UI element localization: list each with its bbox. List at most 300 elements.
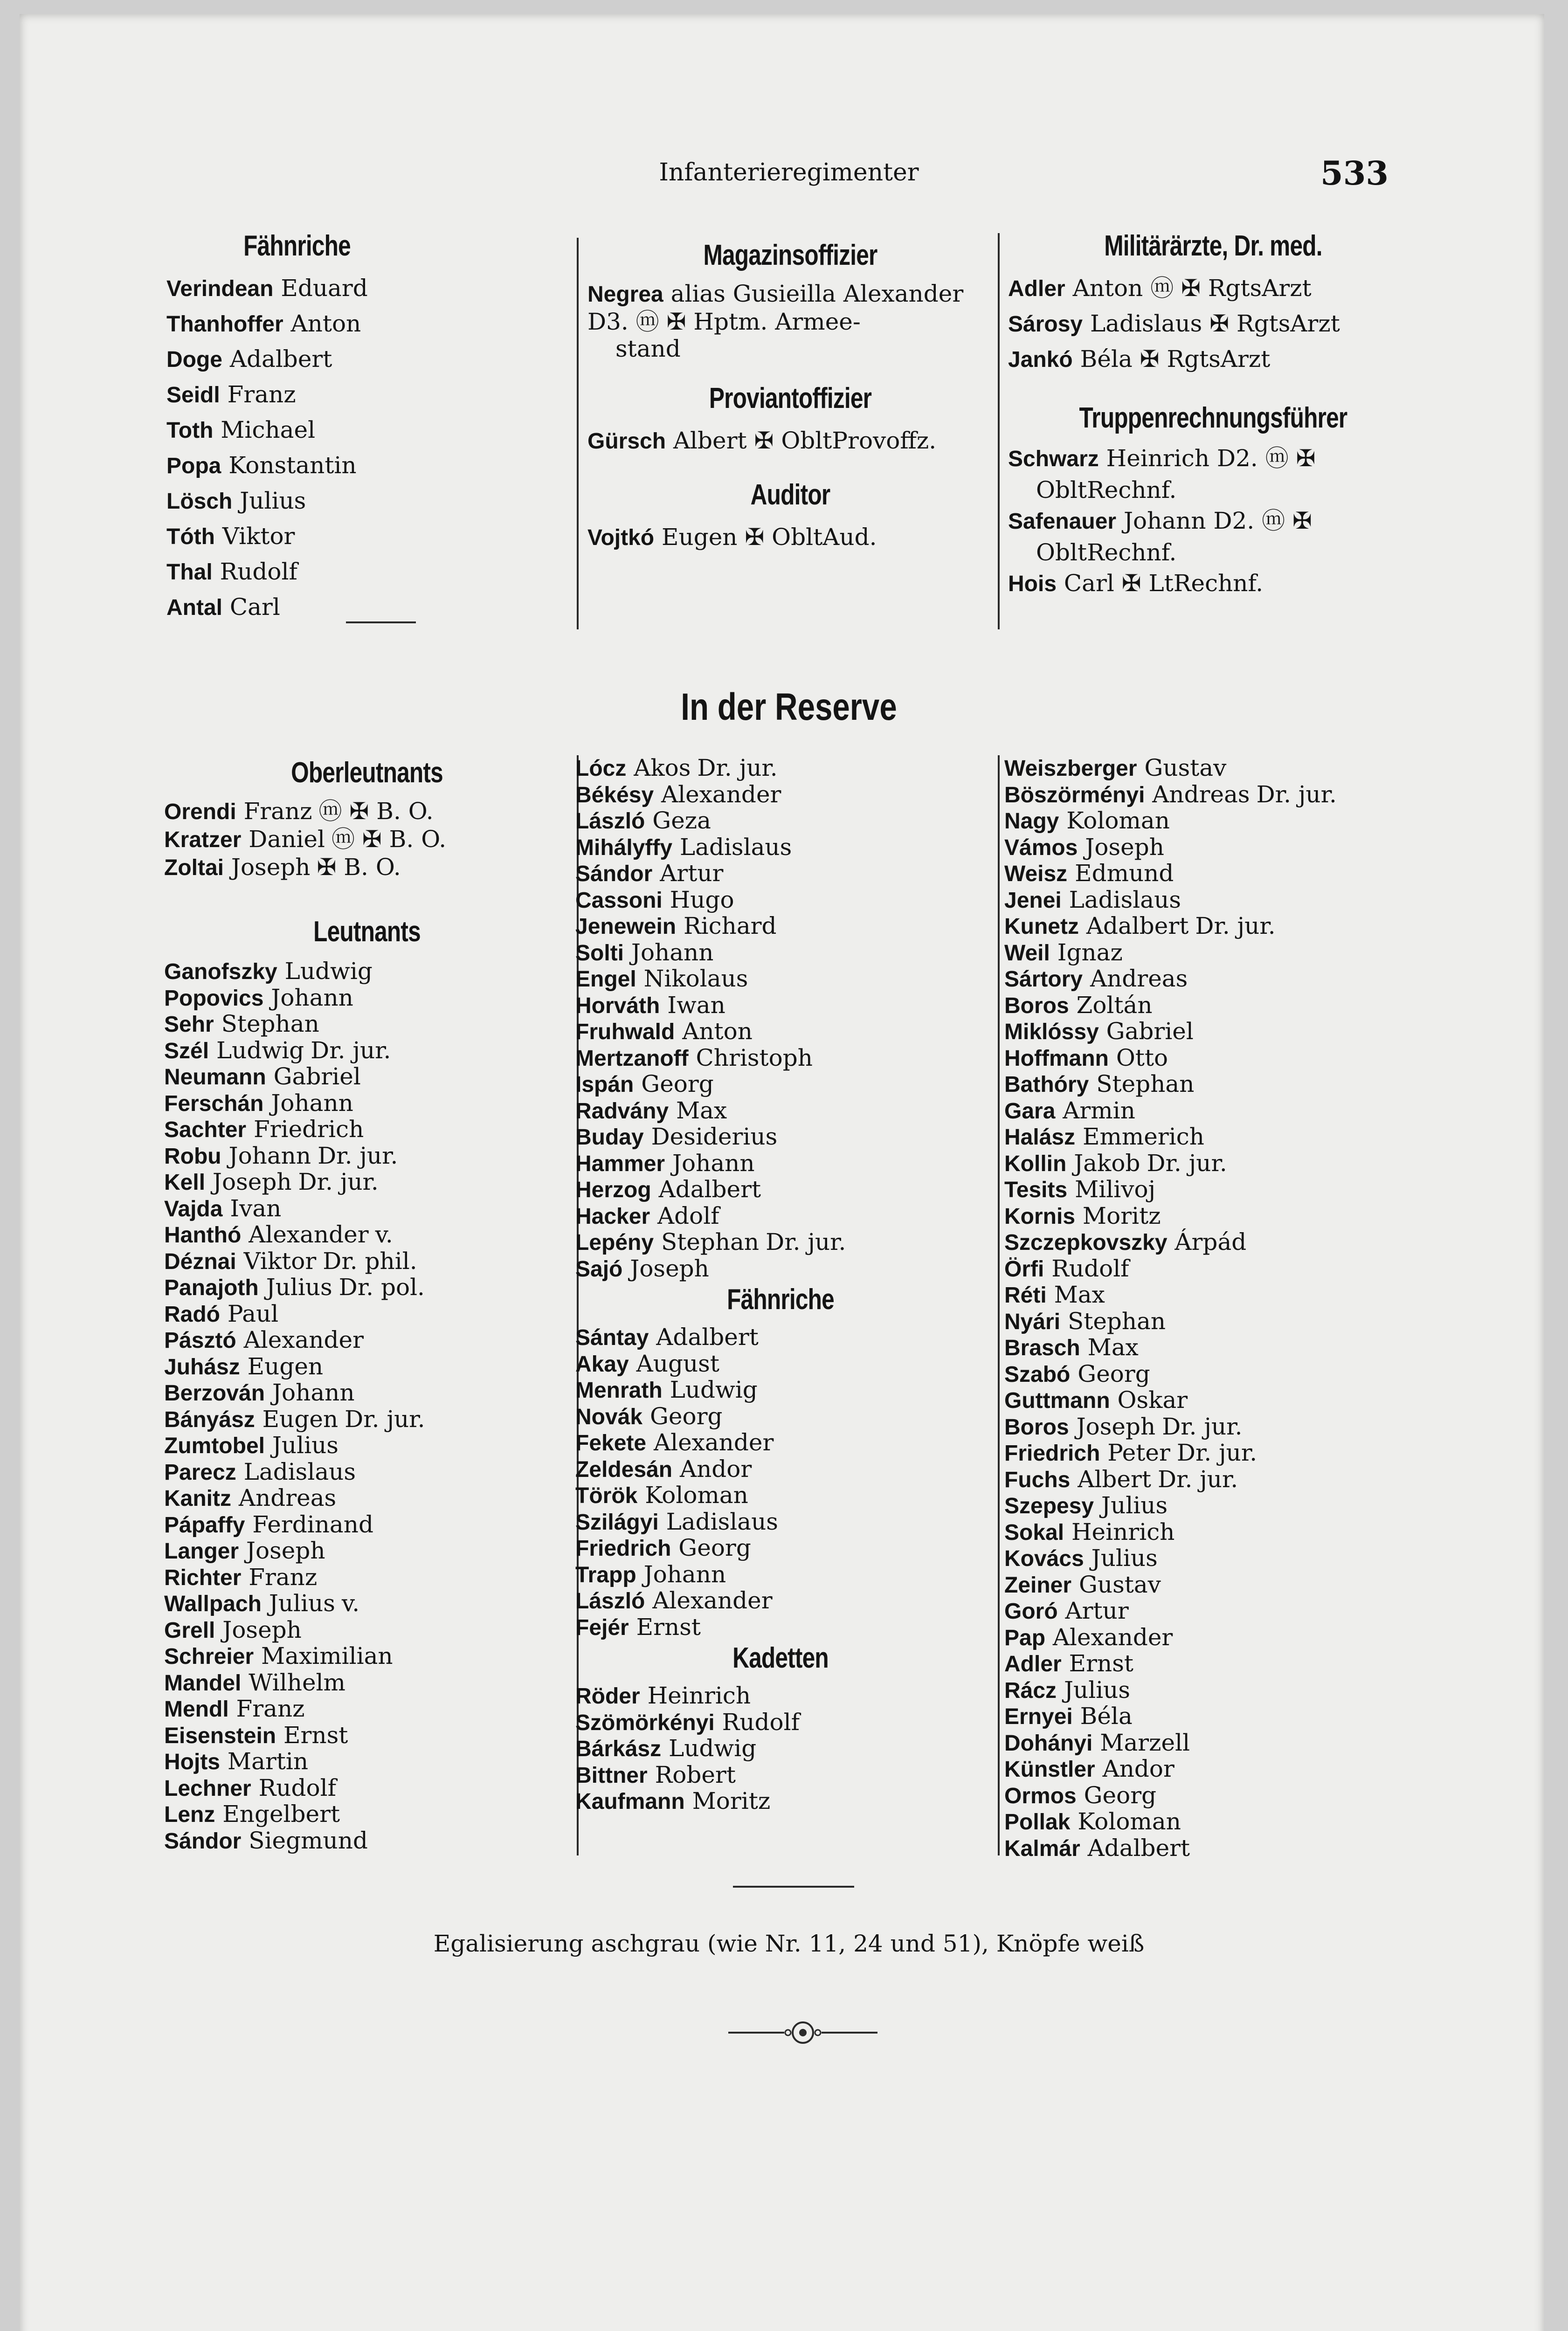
entry-given-name: Ladislaus [236,1458,356,1485]
entry-annotation: Dr. jur. [318,1142,398,1169]
list-entry [1004,1730,1424,1757]
list-entry [575,1177,986,1203]
entry-given-name: Christoph [688,1044,813,1071]
entry-given-name: Geza [645,807,711,834]
entry-surname: Sachter [164,1117,247,1142]
entry-surname: Solti [575,940,624,966]
entry-surname: Orendi [164,800,236,824]
entry-annotation: Dr. jur. [1176,1439,1257,1466]
entry-surname: Tesits [1004,1178,1068,1202]
entry-given-name: Michael [213,416,316,443]
entry-surname: Dohányi [1004,1731,1093,1756]
list-entry [1004,1229,1424,1256]
list-entry [1004,1783,1424,1809]
entry-given-name: Max [1080,1334,1139,1361]
footer-note: Egalisierung aschgrau (wie Nr. 11, 24 und 51), Knöpfe weiß [433,1930,1145,1957]
list-entry [164,1143,570,1170]
column-divider-reserve-2 [998,755,1000,1855]
list-entry [164,854,570,882]
text-line [1008,568,1418,600]
entry-surname: Guttmann [1004,1388,1110,1413]
entry-given-name: Alexander [1045,1623,1173,1651]
list-entry [166,483,428,519]
list-entry [575,1256,986,1283]
entry-given-name: Viktor [236,1247,317,1275]
entry-surname: Sajó [575,1256,623,1282]
list-entry [164,1327,570,1354]
list-entry [575,782,986,808]
entry-given-name: Georg [642,1402,723,1430]
entry-given-name: Daniel [241,826,325,853]
entry-annotation: Dr. jur. [1195,912,1276,939]
list-entry [164,1617,570,1644]
entry-given-name: Nikolaus [636,965,748,992]
section-heading-faehnriche: Fähnriche [243,230,351,262]
list-entry [575,1483,986,1509]
list-entry [164,1775,570,1802]
entry-given-name: Andor [672,1455,752,1483]
column-divider-top-1 [577,238,579,629]
entry-given-name: Johann [263,1089,353,1117]
section-heading-militaeraerzte: Militärärzte, Dr. med. [1104,230,1322,262]
list-entry [575,1203,986,1230]
list-entry [164,959,570,985]
entry-surname: Pollak [1004,1810,1071,1834]
list-entry [1004,1414,1424,1441]
list-entry [164,1169,570,1196]
entry-given-name: Carl [222,593,280,621]
entry-given-name: Joseph [1078,833,1164,861]
entry-given-name: Johann [263,984,353,1011]
section-heading-proviantoffizier: Proviantoffizier [709,382,872,414]
entry-given-name: Ludwig [662,1376,758,1403]
line-rest: Carl ✠ LtRechnf. [1057,570,1264,597]
book-page [20,14,1544,2331]
entry-surname: Hoffmann [1004,1046,1109,1071]
entry-given-name: Andor [1095,1755,1174,1782]
list-entry [166,448,428,483]
entry-given-name: Ernst [629,1613,701,1641]
list-entry [575,834,986,861]
entry-surname: Akay [575,1352,629,1377]
list-entry [575,1683,986,1710]
entry-given-name: Emmerich [1075,1123,1204,1150]
entry-annotation: ⓜ ✠ B. O. [331,826,447,853]
entry-given-name: Max [1046,1281,1105,1308]
list-entry [575,1710,986,1736]
entry-given-name: Albert [1070,1465,1151,1493]
entry-given-name: Alexander [646,1429,774,1456]
entry-given-name: Joseph [1069,1413,1156,1440]
entry-surname: Herzog [575,1178,651,1202]
list-entry [164,1459,570,1486]
list-entry [575,1788,986,1815]
entry-given-name: Stephan [1089,1070,1195,1097]
entry-surname: Lenz [164,1802,215,1827]
entry-given-name: Max [669,1097,727,1124]
list-entry [1004,1651,1424,1677]
entry-surname: Friedrich [1004,1441,1100,1466]
entry-surname: Zeiner [1004,1572,1072,1598]
entry-given-name: Alexander [241,1221,369,1248]
entry-surname: Radvány [575,1098,669,1124]
entry-surname: Kanitz [164,1486,231,1511]
entry-surname: Miklóssy [1004,1020,1099,1044]
entry-surname: Szömörkényi [575,1710,715,1735]
list-entry [575,1430,986,1456]
entry-given-name: Eugen [255,1405,338,1433]
list-entry [1004,1440,1424,1467]
entry-surname: Szczepkovszky [1004,1230,1167,1255]
entry-given-name: Georg [1070,1360,1150,1387]
entry-given-name: Joseph [215,1616,302,1643]
line-surname: Vojtkó [587,525,655,550]
section-heading-truppenrechnungsfuehrer: Truppenrechnungsführer [1079,402,1347,434]
entry-given-name: Alexander [645,1587,773,1614]
entry-given-name: Maximilian [254,1642,393,1669]
list-entry [1004,1625,1424,1651]
entry-given-name: Gabriel [1098,1018,1194,1045]
list-entry [166,306,428,342]
list-entry [575,1124,986,1151]
entry-given-name: Desiderius [643,1123,778,1150]
entry-given-name: Adalbert [1078,912,1189,939]
entry-given-name: Adalbert [649,1324,759,1351]
text-line: ObltRechnf. [1036,476,1177,503]
list-entry [164,1485,570,1512]
list-entry [164,1011,570,1038]
entry-surname: Sártory [1004,967,1083,992]
entry-surname: Eisenstein [164,1723,276,1748]
entry-surname: Szél [164,1038,209,1063]
list-entry [575,755,986,782]
list-entry [575,993,986,1019]
entry-given-name: Gabriel [266,1063,361,1090]
kadetten-list [575,1683,986,1815]
entry-surname: Bányász [164,1407,255,1432]
list-entry [164,1248,570,1275]
list-entry [1004,755,1424,782]
entry-surname: Goró [1004,1599,1058,1624]
entry-surname: Radó [164,1302,220,1327]
list-entry [166,271,428,306]
entry-given-name: Robert [647,1761,736,1788]
entry-surname: Ganofszky [164,959,277,984]
list-entry [575,1019,986,1045]
entry-given-name: Stephan [1060,1307,1166,1335]
running-head: Infanterieregimenter [659,159,919,186]
entry-given-name: Wilhelm [241,1669,345,1696]
entry-given-name: Otto [1108,1044,1168,1071]
list-entry [164,1643,570,1670]
entry-given-name: Andreas [1083,965,1188,992]
entry-given-name: Moritz [684,1787,771,1814]
entry-given-name: Georg [634,1070,714,1097]
list-entry [1004,1519,1424,1546]
entry-given-name: Adalbert [222,345,332,372]
list-entry [1004,1703,1424,1730]
entry-surname: Horváth [575,993,660,1018]
entry-surname: Lösch [166,489,233,514]
entry-given-name: Koloman [1070,1808,1181,1835]
entry-surname: Doge [166,347,222,372]
entry-surname: Békésy [575,782,654,807]
entry-surname: Schreier [164,1644,254,1669]
section-heading-auditor: Auditor [750,479,830,511]
list-entry [164,1512,570,1538]
list-entry [1004,1809,1424,1835]
entry-annotation: v. [341,1590,360,1617]
entry-surname: Mandel [164,1670,242,1696]
list-entry [1004,1572,1424,1599]
entry-given-name: Rudolf [251,1774,337,1801]
entry-surname: Szilágyi [575,1510,659,1535]
entry-given-name: Adolf [650,1202,719,1229]
list-entry [1004,993,1424,1019]
entry-surname: Parecz [164,1460,236,1485]
entry-given-name: Milivoj [1067,1176,1156,1203]
list-entry [1004,1467,1424,1493]
list-entry [166,519,428,554]
entry-given-name: Ladislaus [672,833,792,861]
list-entry [1004,1598,1424,1625]
entry-surname: Bárkász [575,1737,662,1761]
entry-given-name: Joseph [622,1255,709,1282]
entry-given-name: Julius [261,1590,335,1617]
entry-surname: Szabó [1004,1362,1071,1387]
entry-surname: Sehr [164,1012,214,1037]
entry-given-name: Julius [264,1432,338,1459]
list-entry [164,1591,570,1617]
section-heading-kadetten: Kadetten [732,1642,829,1674]
list-entry [164,826,570,854]
entry-given-name: Ivan [222,1194,282,1222]
entry-surname: Lepény [575,1230,654,1255]
entry-surname: Rácz [1004,1678,1057,1703]
entry-surname: Sántay [575,1325,649,1350]
list-entry [166,590,428,625]
list-entry [164,1301,570,1328]
faehnriche-list [166,271,428,625]
list-entry [1004,1124,1424,1151]
list-entry [575,1614,986,1641]
list-entry [164,1670,570,1697]
entry-given-name: Anton [283,310,361,337]
line-surname: Sárosy [1008,312,1083,337]
top-right-column [1008,228,1418,600]
entry-surname: Ernyei [1004,1704,1073,1729]
entry-surname: Antal [166,595,222,620]
list-entry [575,1535,986,1562]
entry-surname: Hammer [575,1151,665,1176]
entry-surname: Fekete [575,1431,647,1455]
entry-given-name: Ladislaus [1061,886,1181,913]
list-entry [1004,1177,1424,1203]
entry-annotation: Dr. phil. [323,1247,417,1275]
line-rest: Béla ✠ RgtsArzt [1072,345,1271,372]
footer-rule [733,1886,854,1888]
leutnants-list [164,959,570,1854]
entry-surname: Mendl [164,1697,229,1722]
magazinsoffizier-lines [587,280,993,362]
line-rest: Albert ✠ ObltProvoffz. [666,427,937,454]
list-entry [1004,1309,1424,1335]
section-end-rule [346,621,416,623]
entry-surname: Weil [1004,940,1050,966]
truppenrechnungsfuehrer-lines [1008,443,1418,600]
entry-given-name: Stephan [214,1010,319,1037]
list-entry [575,966,986,993]
entry-surname: Böszörményi [1004,782,1145,807]
list-entry [1004,861,1424,887]
entry-surname: Röder [575,1684,640,1709]
list-entry [575,1762,986,1789]
entry-surname: Kornis [1004,1204,1076,1229]
entry-surname: Hojts [164,1750,220,1774]
entry-given-name: Franz [241,1563,318,1591]
line-surname: Adler [1008,276,1065,301]
entry-surname: Neumann [164,1065,266,1090]
entry-surname: Buday [575,1125,644,1150]
list-entry [575,1736,986,1762]
entry-surname: Friedrich [575,1536,671,1561]
entry-given-name: Rudolf [212,558,298,585]
list-entry [575,1562,986,1588]
entry-given-name: August [629,1350,719,1377]
entry-surname: Vajda [164,1196,223,1221]
entry-surname: Weiszberger [1004,756,1137,781]
entry-annotation: Dr. jur. [697,754,778,781]
entry-surname: Ormos [1004,1783,1077,1808]
line-surname: Gürsch [587,429,666,454]
entry-given-name: Heinrich [1064,1518,1175,1545]
entry-surname: László [575,809,645,834]
entry-given-name: Adalbert [651,1176,761,1203]
list-entry [575,1229,986,1256]
entry-surname: Tóth [166,524,215,549]
entry-annotation: Dr. jur. [345,1405,425,1433]
entry-surname: Trapp [575,1562,636,1587]
entry-given-name: Andreas [231,1484,337,1511]
oberleutnants-list [164,798,570,882]
entry-annotation: Dr. jur. [1147,1149,1227,1177]
list-entry [164,1565,570,1591]
entry-surname: Nyári [1004,1309,1061,1334]
entry-surname: Gara [1004,1098,1056,1124]
entry-surname: Seidl [166,383,220,407]
entry-given-name: Moritz [1075,1202,1161,1229]
line-rest: Johann D2. ⓜ ✠ [1116,507,1312,534]
list-entry [1004,1361,1424,1388]
entry-surname: Berzován [164,1381,265,1406]
list-entry [1004,1045,1424,1072]
list-entry [1004,1493,1424,1519]
entry-annotation: Dr. jur. [1162,1413,1243,1440]
entry-given-name: Konstantin [221,452,357,479]
entry-given-name: Johann [624,938,714,966]
entry-annotation: Dr. jur. [766,1228,846,1255]
text-line [587,520,993,555]
entry-surname: Sokal [1004,1520,1064,1545]
line-rest: alias Gusieilla Alexander [663,280,964,307]
reserve-right-list [1004,755,1424,1862]
list-entry [164,1222,570,1248]
top-left-column [166,228,428,625]
entry-given-name: Franz [236,798,312,825]
entry-given-name: Rudolf [714,1708,800,1736]
reserve-right-column [1004,755,1424,1862]
entry-surname: Pap [1004,1625,1046,1650]
entry-surname: Halász [1004,1125,1076,1150]
entry-surname: Künstler [1004,1757,1095,1782]
entry-surname: Wallpach [164,1592,262,1616]
entry-given-name: Armin [1055,1097,1135,1124]
entry-surname: Fruhwald [575,1020,675,1044]
entry-surname: Novák [575,1404,643,1429]
list-entry [575,1151,986,1177]
line-surname: Hois [1008,572,1057,596]
line-rest: Anton ⓜ ✠ RgtsArzt [1065,275,1312,302]
entry-given-name: Siegmund [241,1827,368,1854]
list-entry [164,1196,570,1222]
entry-given-name: Eduard [273,275,368,302]
list-entry [575,887,986,914]
list-entry [164,1433,570,1459]
list-entry [166,342,428,377]
entry-given-name: Béla [1072,1703,1133,1730]
entry-surname: Langer [164,1539,239,1564]
line-surname: Negrea [587,282,663,307]
entry-given-name: Ignaz [1050,938,1123,966]
text-line [1008,271,1418,306]
list-entry [164,1749,570,1775]
entry-given-name: Alexander [236,1326,364,1353]
list-entry [1004,966,1424,993]
entry-given-name: Eugen [240,1352,324,1380]
entry-surname: Kaufmann [575,1789,685,1814]
entry-surname: Menrath [575,1378,663,1403]
entry-surname: Boros [1004,1414,1069,1440]
entry-given-name: Ludwig [209,1036,304,1064]
text-line: stand [615,335,681,362]
entry-given-name: Friedrich [246,1116,364,1143]
list-entry [575,1098,986,1124]
entry-surname: Fejér [575,1615,629,1640]
list-entry [166,413,428,448]
entry-surname: Cassoni [575,888,663,913]
list-entry [164,1828,570,1855]
list-entry [1004,1282,1424,1309]
reserve-middle-list [575,755,986,1282]
list-entry [1004,1756,1424,1783]
text-line [587,423,993,459]
text-line [1008,306,1418,342]
list-entry [575,1071,986,1098]
entry-given-name: Paul [220,1300,279,1327]
entry-annotation: ✠ B. O. [317,854,401,881]
entry-given-name: Ernst [1061,1650,1133,1677]
entry-given-name: Joseph [239,1537,325,1564]
entry-given-name: Franz [220,381,296,408]
entry-given-name: Joseph [224,854,311,881]
entry-surname: Robu [164,1144,221,1169]
entry-surname: Déznai [164,1249,236,1274]
entry-surname: Lócz [575,756,627,781]
list-entry [1004,887,1424,914]
list-entry [1004,782,1424,808]
entry-given-name: Marzell [1092,1729,1190,1756]
entry-surname: Panajoth [164,1276,259,1300]
